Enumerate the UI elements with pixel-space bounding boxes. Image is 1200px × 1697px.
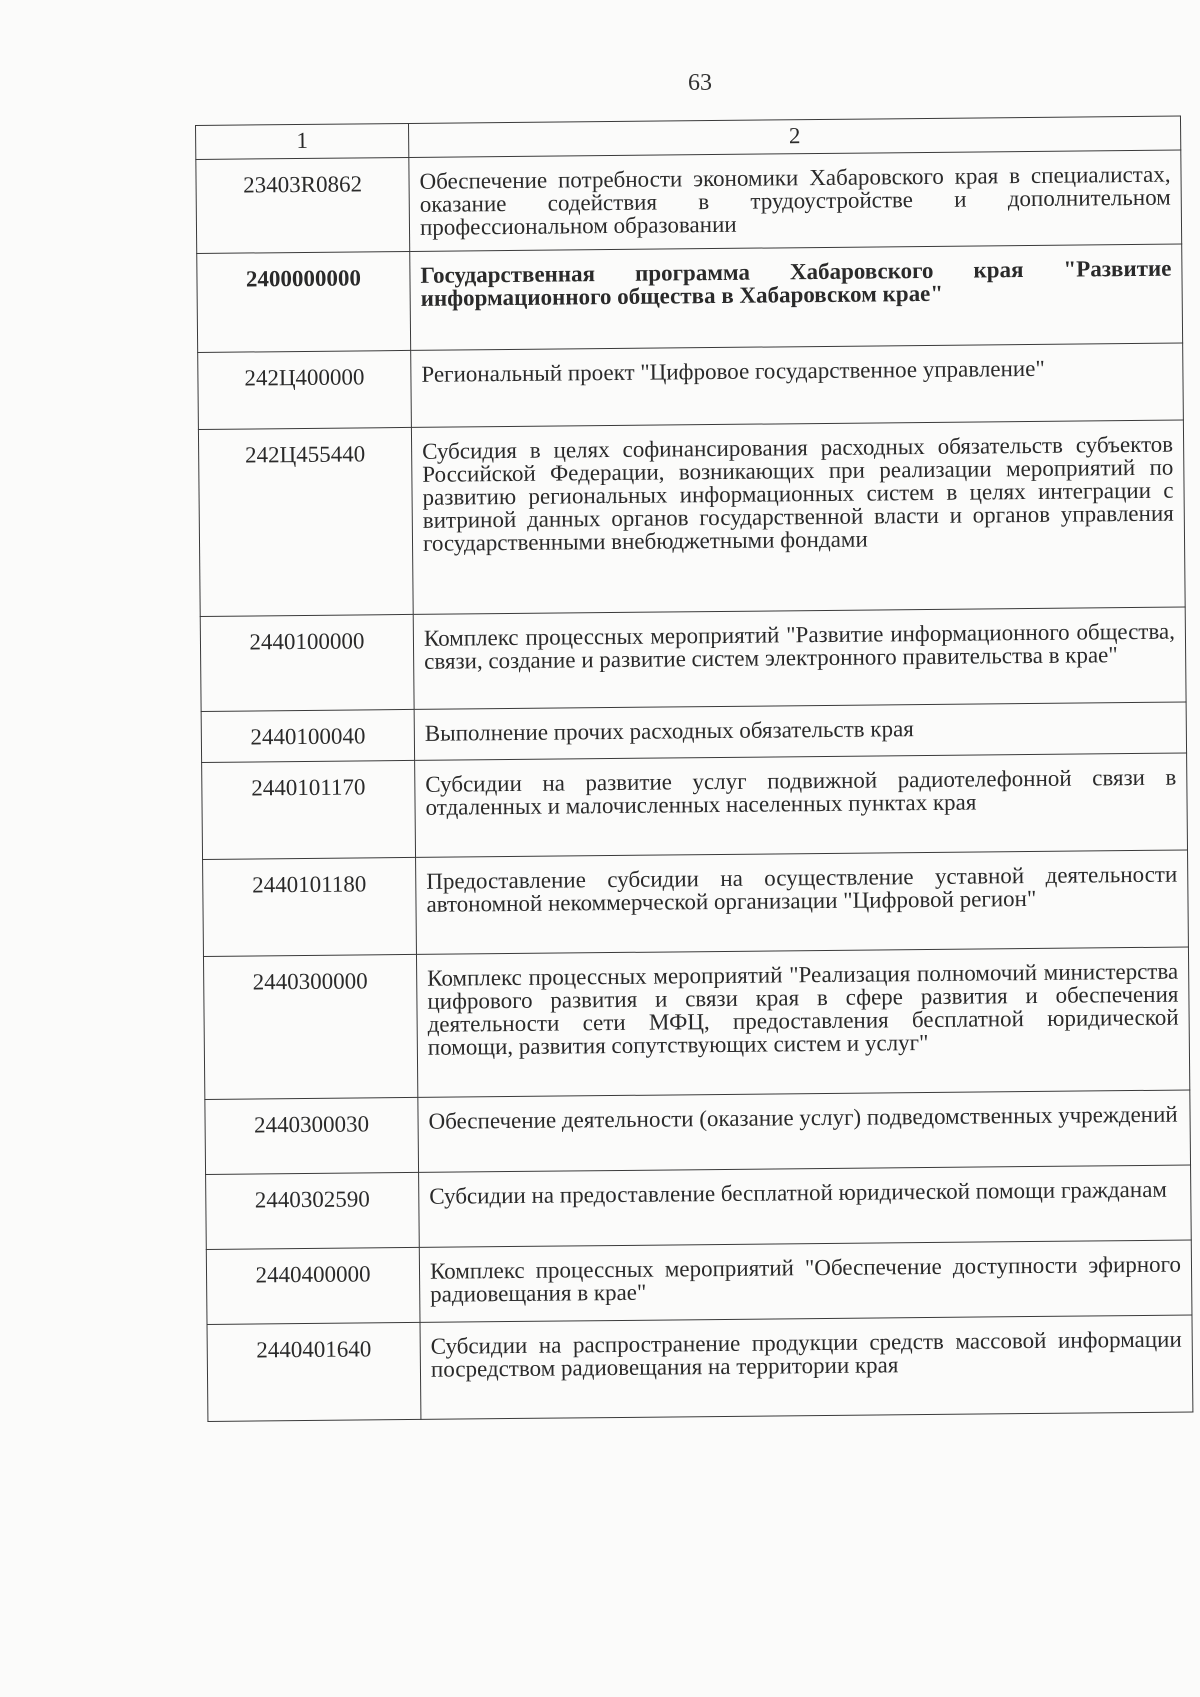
- table-row: [196, 150, 1182, 253]
- row-description: Субсидии на развитие услуг подвижной радиотелефонной связи в отдаленных и малочисленных населенных пунктах края: [415, 753, 1188, 857]
- row-description: Субсидии на распространение продукции средств массовой информации посредством радиовещания на территории края: [420, 1315, 1193, 1419]
- table-row: [205, 1090, 1191, 1174]
- table-body: [196, 150, 1193, 1421]
- budget-classification-table: [195, 116, 1193, 1422]
- row-code: 2440300030: [205, 1097, 419, 1174]
- table-row: [197, 244, 1183, 352]
- row-code: 2440100000: [200, 614, 414, 711]
- table-row: [203, 947, 1189, 1099]
- row-description: Предоставление субсидии на осуществление уставной деятельности автономной некоммерческой организации "Цифровой регион": [416, 850, 1189, 954]
- row-code: 23403R0862: [196, 157, 410, 253]
- row-code: 2400000000: [197, 251, 411, 352]
- row-description: Субсидия в целях софинансирования расходных обязательств субъектов Российской Федерации, возникающих при реализации мероприятий по развитию региональных информационных систем в целях интеграции с витриной данных органов государственной власти и органов управления государственными внебюджетными фондами: [411, 420, 1185, 614]
- row-code: 2440400000: [206, 1247, 420, 1324]
- row-description: Выполнение прочих расходных обязательств края: [414, 702, 1186, 760]
- row-code: 2440101180: [203, 857, 417, 956]
- row-code: 242Ц400000: [198, 350, 412, 429]
- row-code: 2440302590: [206, 1172, 420, 1249]
- row-description: Обеспечение деятельности (оказание услуг) подведомственных учреждений: [418, 1090, 1191, 1172]
- row-description: Обеспечение потребности экономики Хабаровского края в специалистах, оказание содействия в трудоустройстве и дополнительном профессиональном образовании: [409, 150, 1182, 251]
- table-row: [202, 753, 1188, 859]
- row-code: 2440300000: [203, 954, 417, 1099]
- header-col-1: 1: [196, 123, 409, 159]
- table-row: [206, 1165, 1192, 1249]
- table-row: [198, 420, 1185, 616]
- row-description: Региональный проект "Цифровое государственное управление": [411, 343, 1184, 427]
- row-code: 2440101170: [202, 760, 416, 859]
- row-code: 2440100040: [201, 709, 414, 762]
- row-description: Государственная программа Хабаровского края "Развитие информационного общества в Хабаровском крае": [410, 244, 1183, 350]
- table-row: [207, 1315, 1193, 1421]
- header-col-2: 2: [408, 116, 1180, 157]
- row-code: 242Ц455440: [198, 427, 413, 616]
- table-row: [200, 607, 1186, 711]
- table-row: [198, 343, 1184, 429]
- table-row: [206, 1240, 1192, 1324]
- page-number: 63: [688, 70, 712, 96]
- row-description: Субсидии на предоставление бесплатной юридической помощи гражданам: [419, 1165, 1192, 1247]
- row-description: Комплекс процессных мероприятий "Реализация полномочий министерства цифрового развития и связи края в сфере развития и обеспечения деятельности сети МФЦ, предоставления бесплатной юридической помощи, развития сопутствующих систем и услуг": [416, 947, 1189, 1097]
- table-row: [203, 850, 1189, 956]
- row-code: 2440401640: [207, 1322, 421, 1421]
- row-description: Комплекс процессных мероприятий "Обеспечение доступности эфирного радиовещания в крае": [419, 1240, 1192, 1322]
- row-description: Комплекс процессных мероприятий "Развитие информационного общества, связи, создание и развитие систем электронного правительства в крае": [413, 607, 1186, 709]
- table-row: [201, 702, 1186, 762]
